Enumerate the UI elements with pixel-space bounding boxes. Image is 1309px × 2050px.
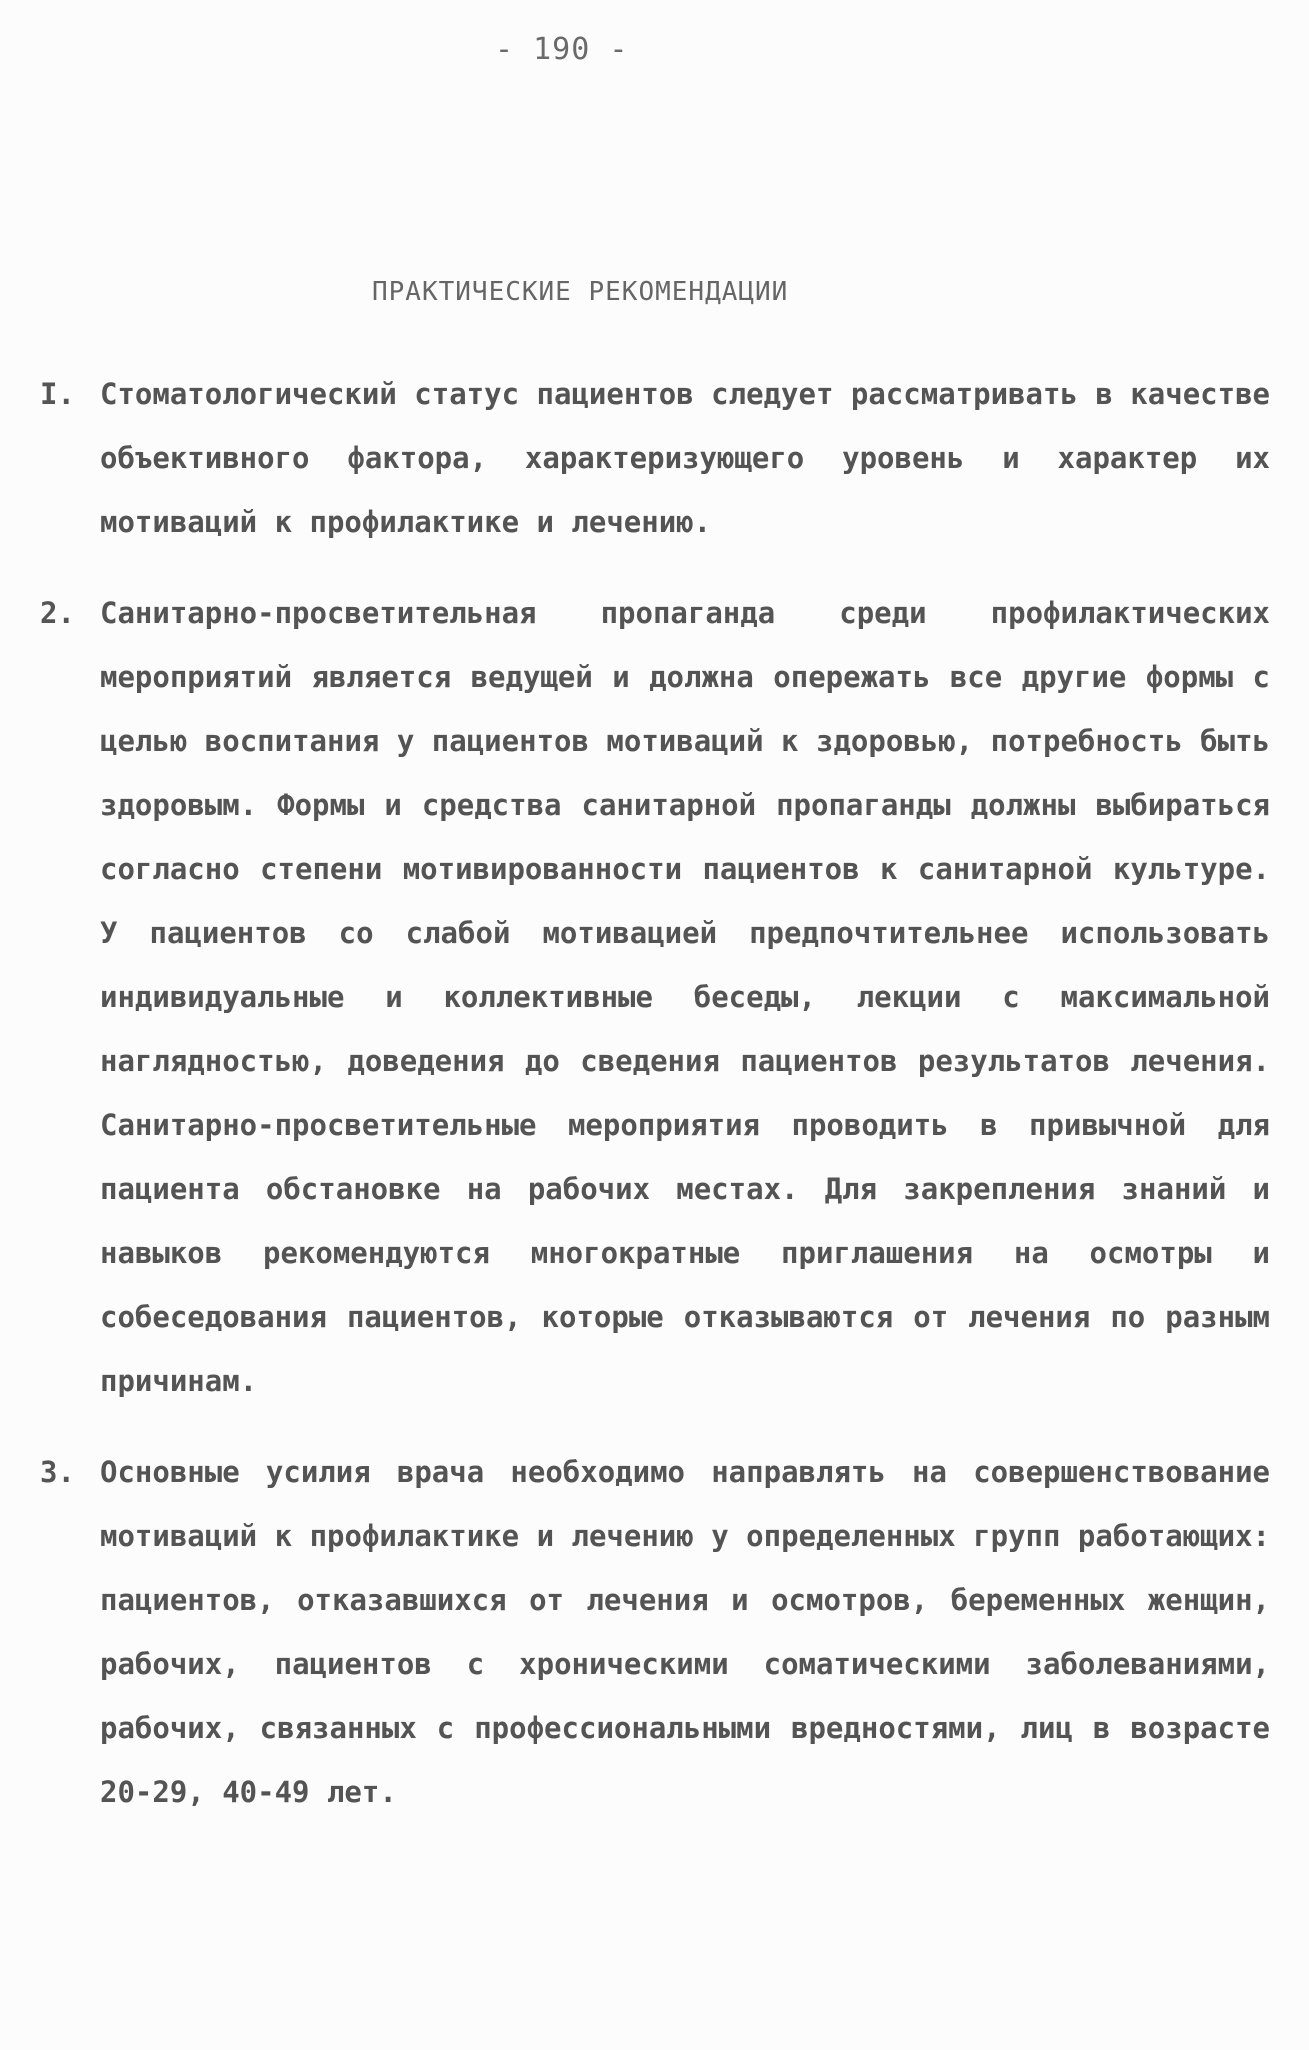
list-item-number: 3.: [40, 1455, 75, 1489]
page-title: ПРАКТИЧЕСКИЕ РЕКОМЕНДАЦИИ: [372, 277, 789, 307]
list-item-text: Стоматологический статус пациентов следует рассматривать в качестве объективного фактора, характеризующего уровень и характер их мотиваций к профилактике и лечению.: [100, 377, 1270, 539]
list-item: [40, 1440, 1270, 1824]
list-item: [40, 362, 1270, 554]
page-number: - 190 -: [495, 32, 629, 67]
list-item-text: Санитарно-просветительная пропаганда среди профилактических мероприятий является ведущей и должна опережать все другие формы с целью воспитания у пациентов мотиваций к здоровью, потребность быть здоровым. Формы и средства санитарной пропаганды должны выбираться согласно степени мотивированности пациентов к санитарной культуре. У пациентов со слабой мотивацией предпочтительнее использовать индивидуальные и коллективные беседы, лекции с максимальной наглядностью, доведения до сведения пациентов результатов лечения. Санитарно-просветительные мероприятия проводить в привычной для пациента обстановке на рабочих местах. Для закрепления знаний и навыков рекомендуются многократные приглашения на осмотры и собеседования пациентов, которые отказываются от лечения по разным причинам.: [100, 596, 1270, 1398]
list-item-number: I.: [40, 377, 75, 411]
recommendations-list: [40, 362, 1270, 1851]
list-item: [40, 581, 1270, 1413]
list-item-number: 2.: [40, 596, 75, 630]
list-item-text: Основные усилия врача необходимо направлять на совершенствование мотиваций к профилактике и лечению у определенных групп работающих: пациентов, отказавшихся от лечения и осмотров, беременных женщин, рабочих, пациентов с хроническими соматическими заболеваниями, рабочих, связанных с профессиональными вредностями, лиц в возрасте 20-29, 40-49 лет.: [100, 1455, 1270, 1809]
